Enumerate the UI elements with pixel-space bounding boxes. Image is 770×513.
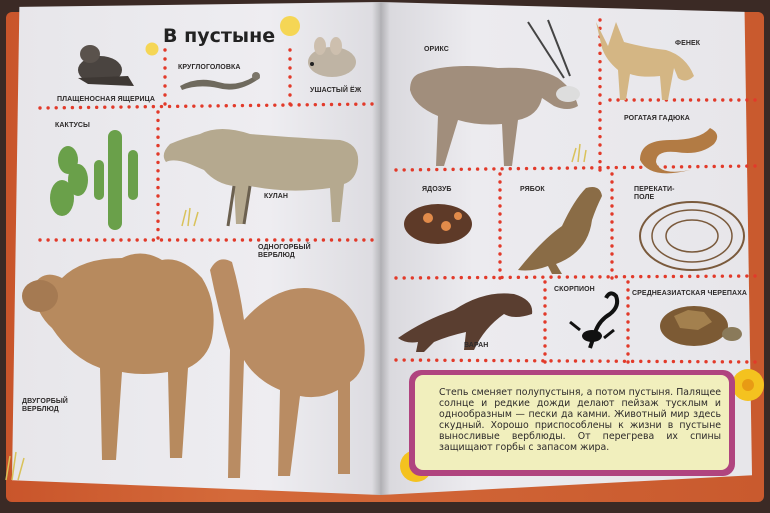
cloaked-lizard-image (68, 40, 138, 95)
horned-viper-image (630, 120, 726, 180)
info-text-box-inner (415, 375, 729, 470)
grass-icon (570, 144, 588, 162)
sun-icon (730, 367, 766, 403)
sun-icon (144, 41, 160, 57)
sandgrouse-image (512, 180, 606, 276)
gila-monster-image (398, 196, 484, 252)
monitor-label: ВАРАН (464, 342, 489, 349)
hedgehog-label: УШАСТЫЙ ЁЖ (310, 87, 362, 94)
hedgehog-image (302, 36, 358, 80)
tortoise-label: СРЕДНЕАЗИАТСКАЯ ЧЕРЕПАХА (632, 290, 748, 297)
fennec-label: ФЕНЕК (675, 40, 701, 47)
roundhead-label: КРУГЛОГОЛОВКА (178, 64, 241, 71)
cloaked-lizard-label: ПЛАЩЕНОСНАЯ ЯЩЕРИЦА (57, 96, 156, 103)
bactrian-label: ДВУГОРБЫЙ ВЕРБЛЮД (22, 398, 68, 413)
oryx-image (398, 16, 598, 168)
fennec-image (586, 20, 701, 102)
cactus-image (48, 120, 148, 240)
info-text-box (409, 370, 735, 476)
page-title: В пустыне (163, 25, 276, 47)
scorpion-label: СКОРПИОН (554, 286, 595, 293)
grass-icon (4, 452, 28, 480)
tumbleweed-image (636, 188, 748, 274)
cactus-label: КАКТУСЫ (55, 122, 91, 129)
tortoise-image (648, 298, 742, 356)
body-text: Степь сменяет полупустыня, а потом пустыня. Палящее солнце и редкие дожди делают пейзаж тусклым и однообразным — пески да камни. Животный мир здесь скудный. Хорошо приспособлены к жизни в пустыне выносливые верблюды. От перегрева их спины защищают горбы с запасом жира. (439, 387, 721, 453)
dromedary-camel-image (200, 250, 372, 494)
dromedary-label: ОДНОГОРБЫЙ ВЕРБЛЮД (258, 244, 311, 259)
sun-icon (278, 14, 302, 38)
bactrian-camel-image (12, 248, 222, 478)
scorpion-image (570, 290, 624, 350)
grass-icon (180, 208, 200, 226)
horned-viper-label: РОГАТАЯ ГАДЮКА (624, 115, 690, 122)
gila-label: ЯДОЗУБ (422, 186, 452, 193)
sandgrouse-label: РЯБОК (520, 186, 545, 193)
kulan-label: КУЛАН (264, 193, 289, 200)
oryx-label: ОРИКС (424, 46, 449, 53)
tumbleweed-label: ПЕРЕКАТИ-ПОЛЕ (634, 186, 675, 201)
